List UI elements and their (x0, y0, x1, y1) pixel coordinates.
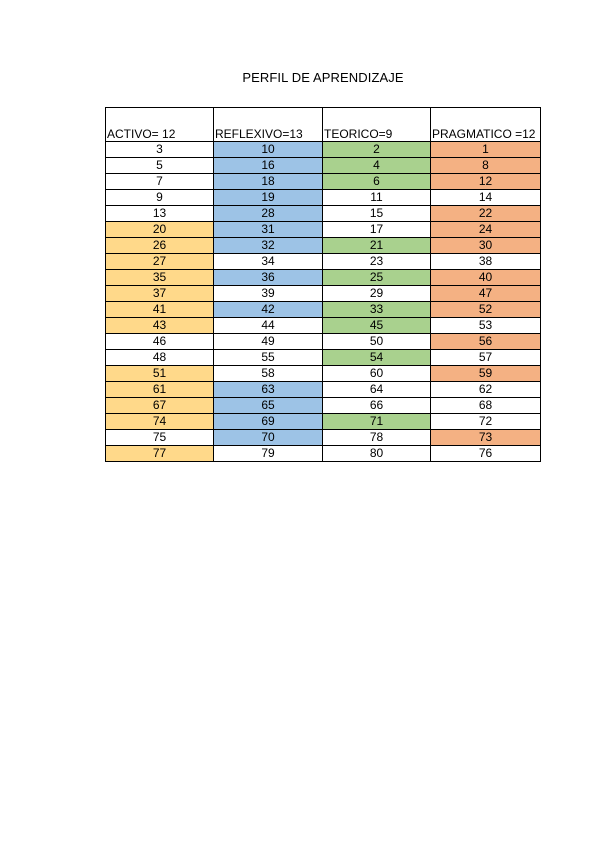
cell-teorico: 64 (323, 382, 431, 398)
cell-teorico: 15 (323, 206, 431, 222)
table-row (106, 446, 541, 462)
table-row (106, 350, 541, 366)
cell-activo: 3 (106, 142, 214, 158)
cell-teorico: 54 (323, 350, 431, 366)
cell-pragmatico: 24 (431, 222, 541, 238)
cell-reflexivo: 10 (214, 142, 323, 158)
cell-teorico: 45 (323, 318, 431, 334)
cell-pragmatico: 14 (431, 190, 541, 206)
cell-teorico: 25 (323, 270, 431, 286)
cell-reflexivo: 70 (214, 430, 323, 446)
cell-activo: 75 (106, 430, 214, 446)
cell-activo: 48 (106, 350, 214, 366)
cell-reflexivo: 79 (214, 446, 323, 462)
table-row (106, 366, 541, 382)
cell-teorico: 33 (323, 302, 431, 318)
cell-pragmatico: 57 (431, 350, 541, 366)
cell-pragmatico: 73 (431, 430, 541, 446)
cell-pragmatico: 12 (431, 174, 541, 190)
cell-activo: 41 (106, 302, 214, 318)
table-body (106, 142, 541, 462)
cell-pragmatico: 59 (431, 366, 541, 382)
cell-reflexivo: 49 (214, 334, 323, 350)
cell-reflexivo: 19 (214, 190, 323, 206)
cell-activo: 37 (106, 286, 214, 302)
cell-activo: 35 (106, 270, 214, 286)
cell-pragmatico: 8 (431, 158, 541, 174)
cell-reflexivo: 58 (214, 366, 323, 382)
table-row (106, 254, 541, 270)
table-row (106, 174, 541, 190)
table-row (106, 206, 541, 222)
table-row (106, 398, 541, 414)
cell-activo: 7 (106, 174, 214, 190)
table-row (106, 334, 541, 350)
table-row (106, 238, 541, 254)
cell-teorico: 23 (323, 254, 431, 270)
cell-pragmatico: 1 (431, 142, 541, 158)
cell-activo: 74 (106, 414, 214, 430)
table-row (106, 190, 541, 206)
table-row (106, 286, 541, 302)
table-header-row (106, 108, 541, 142)
table-row (106, 270, 541, 286)
table-row (106, 318, 541, 334)
cell-reflexivo: 55 (214, 350, 323, 366)
cell-activo: 46 (106, 334, 214, 350)
cell-reflexivo: 65 (214, 398, 323, 414)
cell-activo: 51 (106, 366, 214, 382)
cell-pragmatico: 68 (431, 398, 541, 414)
page-title: PERFIL DE APRENDIZAJE (242, 70, 404, 85)
cell-pragmatico: 40 (431, 270, 541, 286)
cell-activo: 43 (106, 318, 214, 334)
cell-teorico: 2 (323, 142, 431, 158)
cell-reflexivo: 28 (214, 206, 323, 222)
cell-reflexivo: 36 (214, 270, 323, 286)
cell-pragmatico: 56 (431, 334, 541, 350)
table-row (106, 382, 541, 398)
header-pragmatico: PRAGMATICO =12 (431, 108, 541, 142)
cell-reflexivo: 32 (214, 238, 323, 254)
cell-teorico: 66 (323, 398, 431, 414)
learning-profile-table (105, 107, 541, 462)
cell-teorico: 21 (323, 238, 431, 254)
cell-reflexivo: 44 (214, 318, 323, 334)
cell-pragmatico: 22 (431, 206, 541, 222)
cell-reflexivo: 18 (214, 174, 323, 190)
cell-pragmatico: 53 (431, 318, 541, 334)
cell-activo: 27 (106, 254, 214, 270)
table-row (106, 222, 541, 238)
cell-reflexivo: 34 (214, 254, 323, 270)
cell-pragmatico: 52 (431, 302, 541, 318)
table-row (106, 302, 541, 318)
cell-teorico: 50 (323, 334, 431, 350)
cell-pragmatico: 62 (431, 382, 541, 398)
cell-activo: 77 (106, 446, 214, 462)
table-row (106, 430, 541, 446)
table-row (106, 142, 541, 158)
cell-activo: 13 (106, 206, 214, 222)
cell-teorico: 29 (323, 286, 431, 302)
cell-reflexivo: 63 (214, 382, 323, 398)
cell-teorico: 71 (323, 414, 431, 430)
cell-teorico: 17 (323, 222, 431, 238)
cell-teorico: 11 (323, 190, 431, 206)
cell-pragmatico: 76 (431, 446, 541, 462)
cell-teorico: 78 (323, 430, 431, 446)
cell-teorico: 60 (323, 366, 431, 382)
cell-activo: 9 (106, 190, 214, 206)
header-teorico: TEORICO=9 (323, 108, 431, 142)
cell-reflexivo: 69 (214, 414, 323, 430)
cell-activo: 61 (106, 382, 214, 398)
cell-teorico: 80 (323, 446, 431, 462)
cell-reflexivo: 31 (214, 222, 323, 238)
cell-activo: 5 (106, 158, 214, 174)
cell-activo: 26 (106, 238, 214, 254)
cell-activo: 67 (106, 398, 214, 414)
cell-teorico: 6 (323, 174, 431, 190)
cell-activo: 20 (106, 222, 214, 238)
header-reflexivo: REFLEXIVO=13 (214, 108, 323, 142)
table-row (106, 414, 541, 430)
cell-pragmatico: 30 (431, 238, 541, 254)
cell-reflexivo: 16 (214, 158, 323, 174)
table-row (106, 158, 541, 174)
cell-reflexivo: 39 (214, 286, 323, 302)
cell-teorico: 4 (323, 158, 431, 174)
header-activo: ACTIVO= 12 (106, 108, 214, 142)
cell-reflexivo: 42 (214, 302, 323, 318)
cell-pragmatico: 72 (431, 414, 541, 430)
cell-pragmatico: 47 (431, 286, 541, 302)
cell-pragmatico: 38 (431, 254, 541, 270)
